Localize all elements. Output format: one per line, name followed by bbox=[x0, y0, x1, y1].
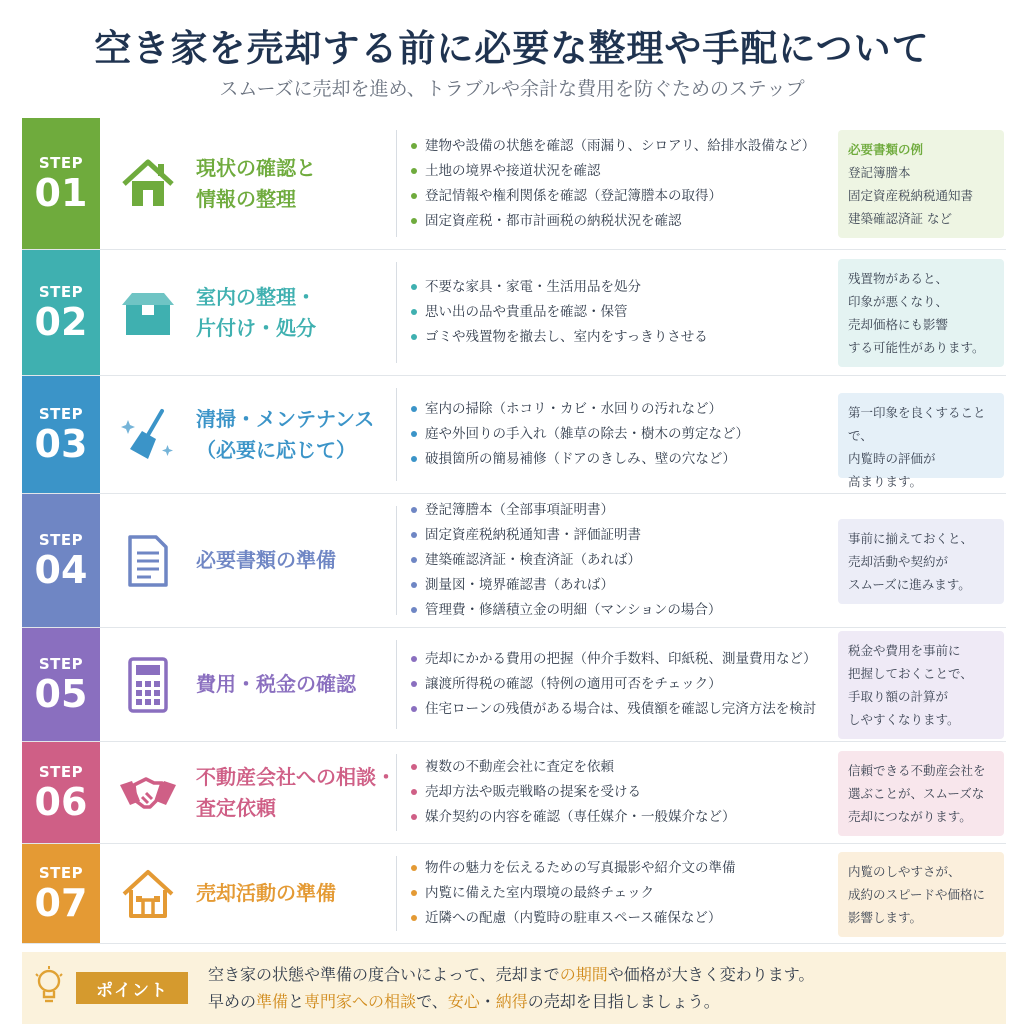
highlight-text: 専門家への相談 bbox=[304, 992, 417, 1011]
point-text bbox=[208, 961, 814, 1015]
text-segment: や価格が大きく変わります。 bbox=[607, 965, 815, 984]
step-title-line: 必要書類の準備 bbox=[196, 548, 336, 572]
step-row-02 bbox=[22, 250, 1006, 376]
step-note bbox=[838, 631, 1004, 739]
step-title bbox=[196, 742, 396, 843]
highlight-text: 安心 bbox=[447, 992, 480, 1011]
step-label: STEP bbox=[38, 282, 84, 301]
list-item: 固定資産税納税通知書・評価証明書 bbox=[411, 523, 837, 548]
text-segment: 早めの bbox=[208, 992, 257, 1011]
step-badge bbox=[22, 494, 100, 627]
broom-icon bbox=[100, 376, 196, 493]
page-subtitle: スムーズに売却を進め、トラブルや余計な費用を防ぐためのステップ bbox=[219, 78, 805, 100]
step-badge bbox=[22, 376, 100, 493]
step-badge bbox=[22, 250, 100, 375]
step-note bbox=[838, 519, 1004, 604]
text-segment: ・ bbox=[479, 992, 496, 1011]
highlight-text: 納得 bbox=[495, 992, 528, 1011]
step-number: 03 bbox=[34, 421, 88, 466]
step-badge bbox=[22, 118, 100, 249]
step-items bbox=[397, 742, 837, 843]
list-item: 室内の掃除（ホコリ・カビ・水回りの汚れなど） bbox=[411, 397, 837, 422]
list-item: 思い出の品や貴重品を確認・保管 bbox=[411, 300, 837, 325]
list-item: 複数の不動産会社に査定を依頼 bbox=[411, 755, 837, 780]
step-number: 04 bbox=[34, 547, 88, 592]
step-title bbox=[196, 628, 396, 741]
list-item: 建築確認済証・検査済証（あれば） bbox=[411, 548, 837, 573]
step-title-line: 査定依頼 bbox=[196, 795, 276, 820]
step-label: STEP bbox=[38, 153, 84, 172]
steps-list bbox=[22, 118, 1006, 944]
list-item: 売却にかかる費用の把握（仲介手数料、印紙税、測量費用など） bbox=[411, 647, 837, 672]
step-row-01 bbox=[22, 118, 1006, 250]
step-number: 01 bbox=[34, 170, 88, 215]
step-note bbox=[838, 852, 1004, 937]
list-item: 内覧に備えた室内環境の最終チェック bbox=[411, 881, 837, 906]
list-item: 登記情報や権利関係を確認（登記簿謄本の取得） bbox=[411, 184, 837, 209]
list-item: 固定資産税・都市計画税の納税状況を確認 bbox=[411, 209, 837, 234]
list-item: 建物や設備の状態を確認（雨漏り、シロアリ、給排水設備など） bbox=[411, 134, 837, 159]
handshake-icon bbox=[100, 742, 196, 843]
step-title-line: 清掃・メンテナンス bbox=[196, 406, 375, 431]
step-row-04 bbox=[22, 494, 1006, 628]
list-item: 住宅ローンの残債がある場合は、残債額を確認し完済方法を検討 bbox=[411, 697, 837, 722]
step-title-line: （必要に応じて） bbox=[196, 437, 356, 462]
text-segment: と bbox=[288, 992, 305, 1011]
step-items bbox=[397, 628, 837, 741]
step-title bbox=[196, 844, 396, 943]
point-box bbox=[22, 952, 1006, 1024]
box-icon bbox=[100, 250, 196, 375]
step-label: STEP bbox=[38, 530, 84, 549]
list-item: 媒介契約の内容を確認（専任媒介・一般媒介など） bbox=[411, 805, 837, 830]
calculator-icon bbox=[100, 628, 196, 741]
step-items bbox=[397, 250, 837, 375]
step-title-line: 片付け・処分 bbox=[196, 315, 316, 340]
step-title-line: 情報の整理 bbox=[196, 186, 296, 211]
step-title bbox=[196, 250, 396, 375]
point-line-1 bbox=[208, 961, 814, 988]
list-item: 破損箇所の簡易補修（ドアのきしみ、壁の穴など） bbox=[411, 447, 837, 472]
text-segment: 空き家の状態や準備の度合いによって、売却まで bbox=[208, 965, 560, 984]
step-note bbox=[838, 259, 1004, 367]
step-row-03 bbox=[22, 376, 1006, 494]
step-label: STEP bbox=[38, 863, 84, 882]
list-item: 管理費・修繕積立金の明細（マンションの場合） bbox=[411, 598, 837, 623]
note-text: 残置物があると、 印象が悪くなり、 売却価格にも影響 する可能性があります。 bbox=[848, 271, 985, 355]
step-title bbox=[196, 376, 396, 493]
list-item: 売却方法や販売戦略の提案を受ける bbox=[411, 780, 837, 805]
step-badge bbox=[22, 628, 100, 741]
step-title bbox=[196, 494, 396, 627]
text-segment: の売却を目指しましょう。 bbox=[527, 992, 720, 1011]
list-item: ゴミや残置物を撤去し、室内をすっきりさせる bbox=[411, 325, 837, 350]
list-item: 測量図・境界確認書（あれば） bbox=[411, 573, 837, 598]
list-item: 登記簿謄本（全部事項証明書） bbox=[411, 498, 837, 523]
house-outline-icon bbox=[100, 844, 196, 943]
highlight-text: の期間 bbox=[559, 965, 608, 984]
note-text: 信頼できる不動産会社を 選ぶことが、スムーズな 売却につながります。 bbox=[848, 763, 986, 824]
note-heading: 必要書類の例 bbox=[848, 142, 924, 157]
step-note bbox=[838, 130, 1004, 238]
list-item: 物件の魅力を伝えるための写真撮影や紹介文の準備 bbox=[411, 856, 837, 881]
step-title-line: 現状の確認と bbox=[196, 155, 316, 180]
note-text: 内覧のしやすさが、 成約のスピードや価格に 影響します。 bbox=[848, 864, 986, 925]
step-number: 02 bbox=[34, 299, 88, 344]
house-icon bbox=[100, 118, 196, 249]
step-badge bbox=[22, 844, 100, 943]
step-note bbox=[838, 751, 1004, 836]
note-text: 事前に揃えておくと、 売却活動や契約が スムーズに進みます。 bbox=[848, 531, 974, 592]
step-title-line: 売却活動の準備 bbox=[196, 881, 336, 905]
list-item: 譲渡所得税の確認（特例の適用可否をチェック） bbox=[411, 672, 837, 697]
list-item: 不要な家具・家電・生活用品を処分 bbox=[411, 275, 837, 300]
step-label: STEP bbox=[38, 404, 84, 423]
highlight-text: 準備 bbox=[256, 992, 289, 1011]
step-title-line: 不動産会社への相談・ bbox=[196, 764, 396, 789]
step-row-06 bbox=[22, 742, 1006, 844]
step-title-line: 費用・税金の確認 bbox=[196, 672, 356, 696]
step-row-05 bbox=[22, 628, 1006, 742]
document-icon bbox=[100, 494, 196, 627]
lightbulb-icon bbox=[34, 966, 64, 1008]
step-items bbox=[397, 494, 837, 627]
step-number: 06 bbox=[34, 779, 88, 824]
step-number: 05 bbox=[34, 671, 88, 716]
page-title: 空き家を売却する前に必要な整理や手配について bbox=[94, 27, 930, 70]
step-number: 07 bbox=[34, 880, 88, 925]
point-line-2 bbox=[208, 988, 814, 1015]
list-item: 庭や外回りの手入れ（雑草の除去・樹木の剪定など） bbox=[411, 422, 837, 447]
step-label: STEP bbox=[38, 762, 84, 781]
step-title bbox=[196, 118, 396, 249]
list-item: 土地の境界や接道状況を確認 bbox=[411, 159, 837, 184]
text-segment: で、 bbox=[416, 992, 448, 1011]
note-text: 第一印象を良くすることで、 内覧時の評価が 高まります。 bbox=[848, 405, 986, 489]
point-label: ポイント bbox=[76, 972, 188, 1004]
step-badge bbox=[22, 742, 100, 843]
step-title-line: 室内の整理・ bbox=[196, 284, 316, 309]
step-items bbox=[397, 844, 837, 943]
step-items bbox=[397, 376, 837, 493]
step-row-07 bbox=[22, 844, 1006, 944]
step-note bbox=[838, 393, 1004, 489]
note-text: 登記簿謄本 固定資産税納税通知書 建築確認済証 など bbox=[848, 165, 974, 226]
step-label: STEP bbox=[38, 654, 84, 673]
step-items bbox=[397, 118, 837, 249]
note-text: 税金や費用を事前に 把握しておくことで、 手取り額の計算が しやすくなります。 bbox=[848, 643, 973, 727]
list-item: 近隣への配慮（内覧時の駐車スペース確保など） bbox=[411, 906, 837, 931]
